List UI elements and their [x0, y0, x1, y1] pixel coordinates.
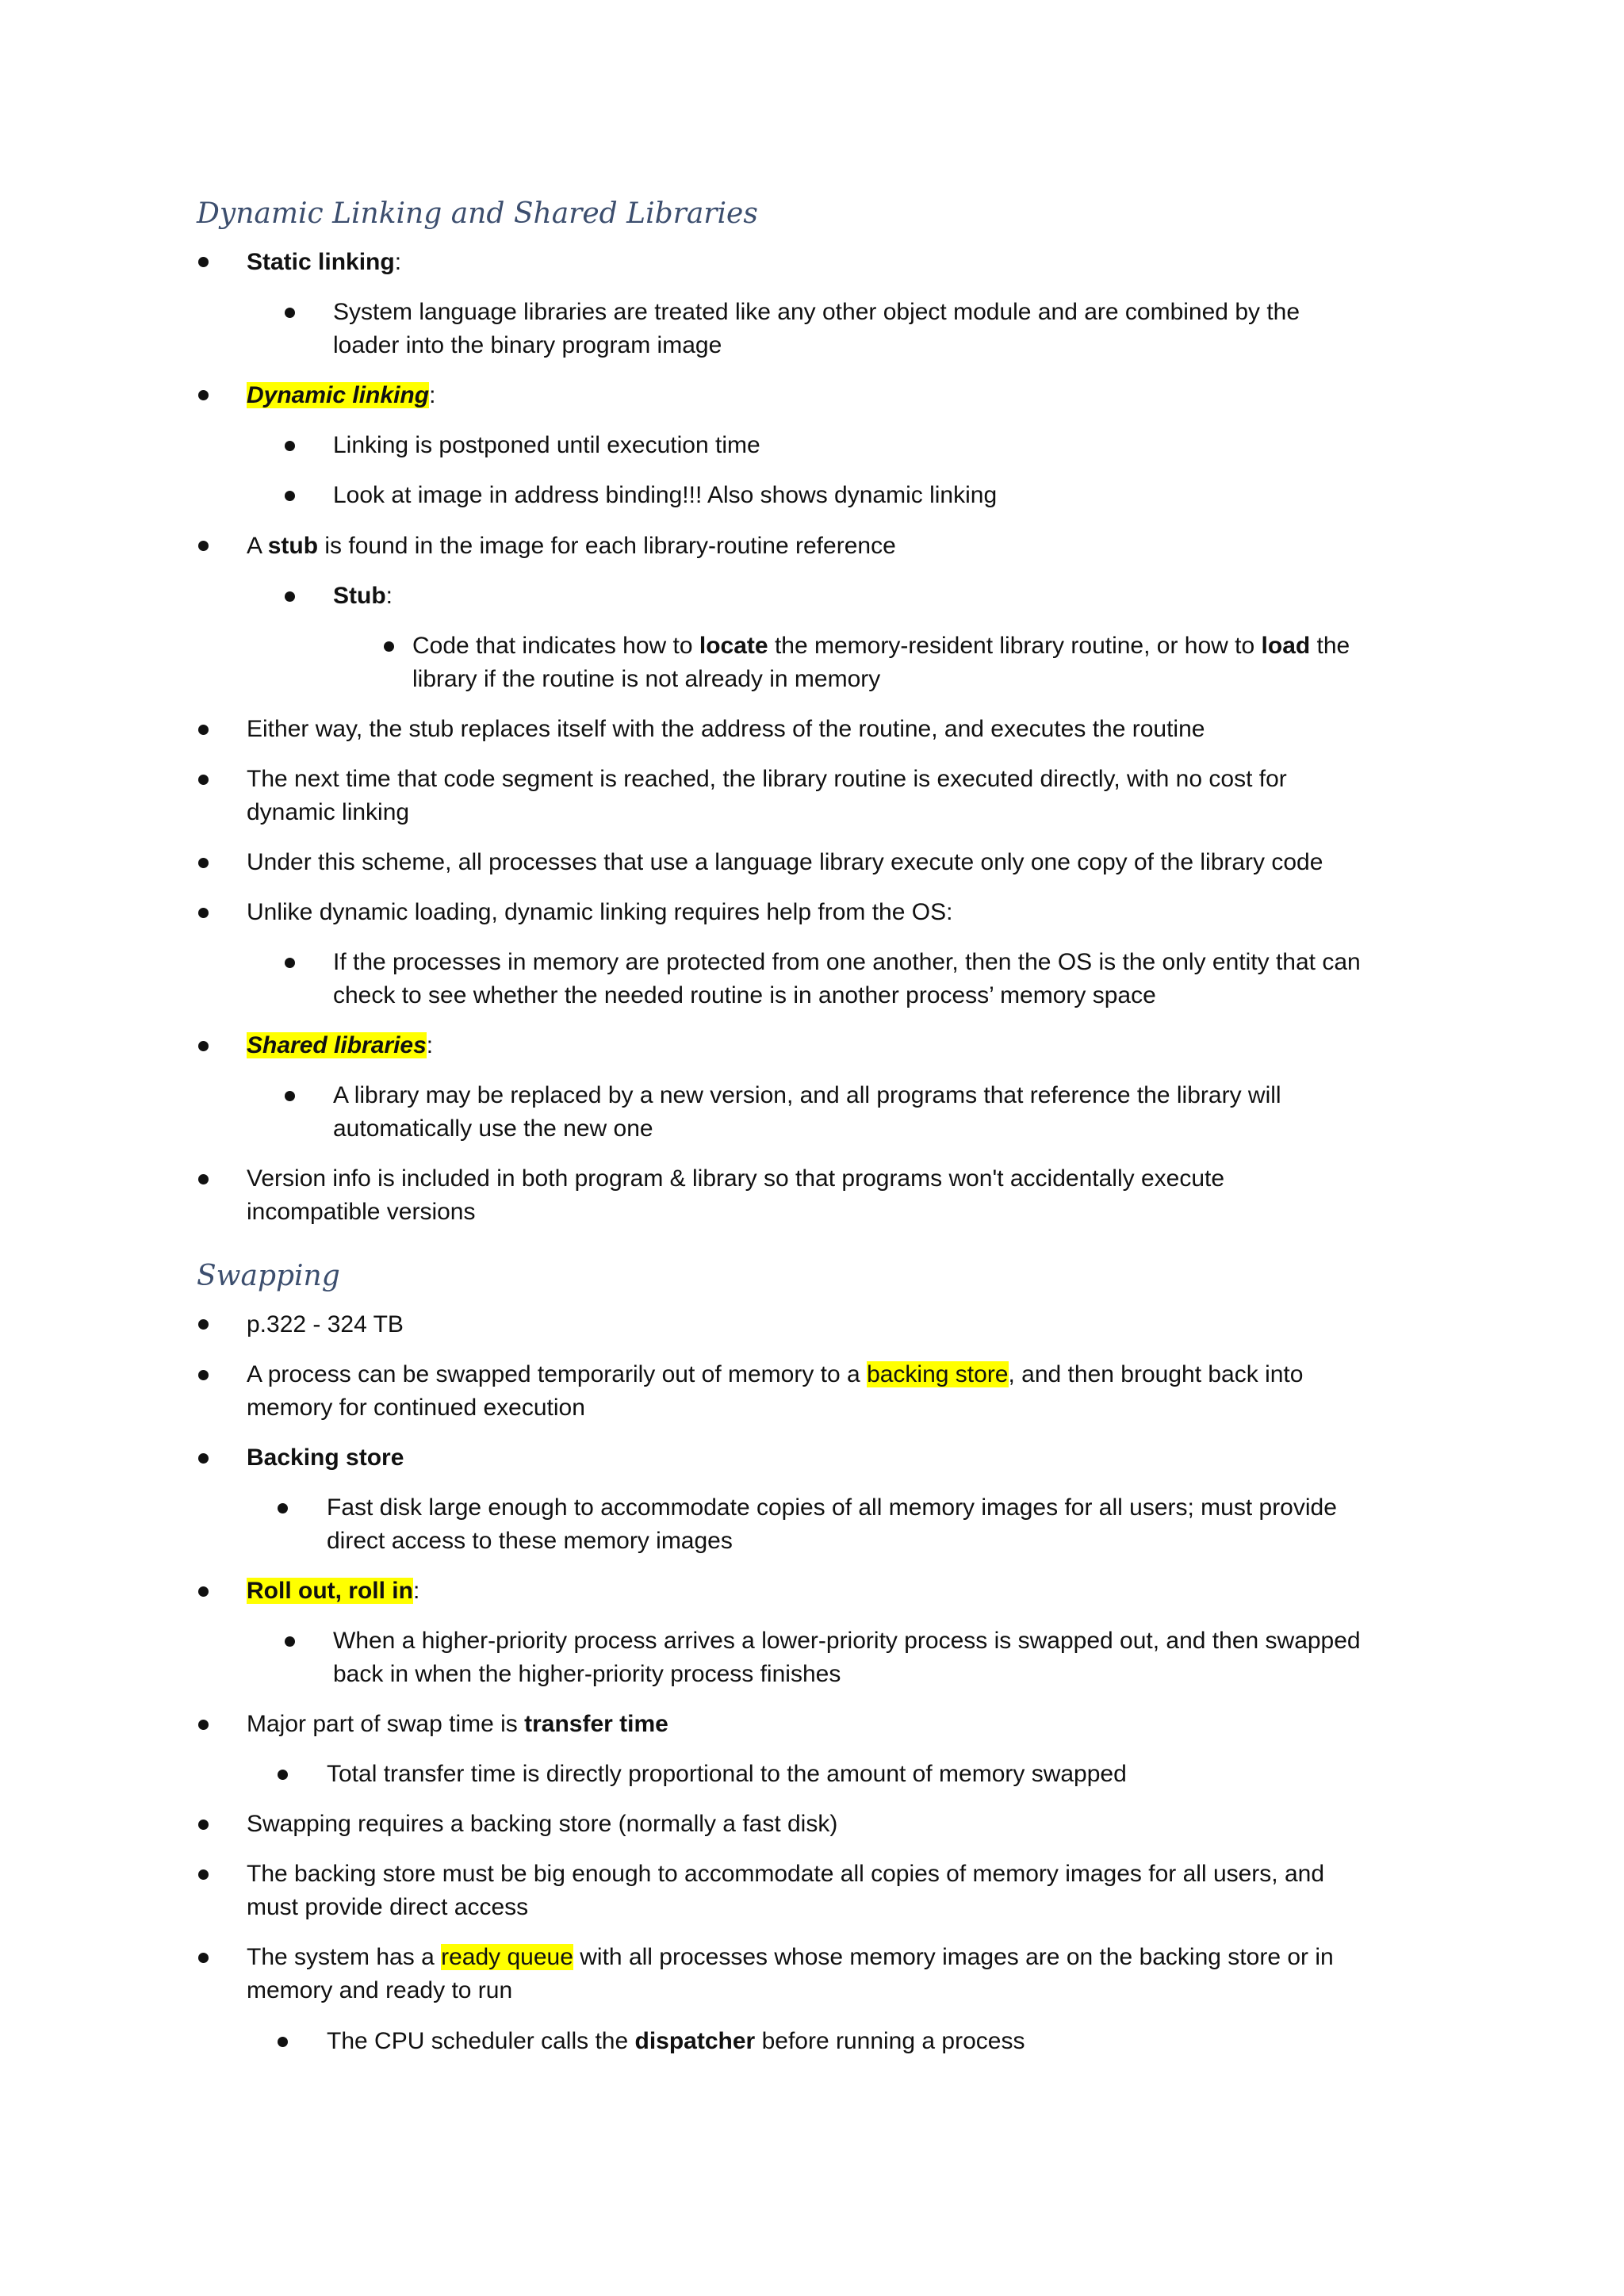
heading-swapping: Swapping	[197, 1260, 340, 1292]
bullet-icon	[285, 1091, 295, 1101]
list-item-version-info: Version info is included in both program & library so that programs won't accidentally execute incompatible versions	[247, 1165, 1225, 1225]
list-item-stub-label: Stub:	[333, 583, 393, 609]
bullet-icon	[198, 1720, 209, 1730]
list-item-backing-store: Backing store	[247, 1445, 404, 1471]
list-item-swapped: A process can be swapped temporarily out of memory to a backing store, and then brought back into memory for continued execution	[247, 1361, 1304, 1421]
list-item-dynamic-linking: Dynamic linking:	[247, 382, 436, 408]
list-item-major-part: Major part of swap time is transfer time	[247, 1711, 668, 1737]
bullet-icon	[198, 390, 209, 400]
bullet-icon	[198, 1319, 209, 1330]
bullet-icon	[285, 1636, 295, 1647]
list-item-backing-desc: Fast disk large enough to accommodate copies of all memory images for all users; must provide direct access to these memory images	[327, 1494, 1337, 1554]
bullet-icon	[198, 1820, 209, 1830]
bullet-icon	[198, 725, 209, 735]
list-item-roll-out: Roll out, roll in:	[247, 1578, 420, 1604]
bullet-icon	[198, 775, 209, 785]
bullet-icon	[285, 591, 295, 602]
list-item-shared-libraries: Shared libraries:	[247, 1032, 434, 1058]
bullet-icon	[198, 1453, 209, 1464]
list-item-stub-desc: Code that indicates how to locate the memory-resident library routine, or how to load the library if the routine is not already in memory	[412, 633, 1350, 692]
list-item-address-binding: Look at image in address binding!!! Also shows dynamic linking	[333, 482, 998, 508]
list-item-unlike: Unlike dynamic loading, dynamic linking requires help from the OS:	[247, 899, 953, 925]
list-item-total-transfer: Total transfer time is directly proportional to the amount of memory swapped	[327, 1761, 1127, 1787]
bullet-icon	[198, 1174, 209, 1184]
bullet-icon	[198, 908, 209, 918]
bullet-icon	[285, 958, 295, 968]
bullet-icon	[384, 641, 394, 652]
list-item-next-time: The next time that code segment is reached, the library routine is executed directly, with no cost for dynamic linking	[247, 766, 1287, 825]
list-item-pages: p.322 - 324 TB	[247, 1311, 404, 1337]
list-item-shared-desc: A library may be replaced by a new version, and all programs that reference the library will automatically use the new one	[333, 1082, 1281, 1142]
list-item-static-linking: Static linking:	[247, 249, 402, 275]
bullet-icon	[278, 1503, 288, 1513]
bullet-icon	[285, 308, 295, 318]
bullet-icon	[198, 858, 209, 868]
list-item-roll-desc: When a higher-priority process arrives a lower-priority process is swapped out, and then swapped back in when the higher-priority process finishes	[333, 1628, 1361, 1687]
list-item-static-linking-desc: System language libraries are treated like any other object module and are combined by the loader into the binary program image	[333, 299, 1300, 358]
list-item-protected: If the processes in memory are protected from one another, then the OS is the only entity that can check to see whether the needed routine is in another process’ memory space	[333, 949, 1361, 1008]
bullet-icon	[198, 1041, 209, 1051]
list-item-ready-queue: The system has a ready queue with all processes whose memory images are on the backing store or in memory and ready to run	[247, 1944, 1334, 2003]
list-item-requires: Swapping requires a backing store (normally a fast disk)	[247, 1811, 838, 1837]
list-item-big-enough: The backing store must be big enough to accommodate all copies of memory images for all users, and must provide direct access	[247, 1861, 1325, 1920]
list-item-either-way: Either way, the stub replaces itself with the address of the routine, and executes the routine	[247, 716, 1205, 742]
bullet-icon	[198, 1370, 209, 1380]
bullet-icon	[278, 2037, 288, 2047]
bullet-icon	[198, 1586, 209, 1597]
bullet-icon	[278, 1770, 288, 1780]
bullet-icon	[198, 1953, 209, 1963]
list-item-scheme: Under this scheme, all processes that use a language library execute only one copy of the library code	[247, 849, 1323, 875]
list-item-stub: A stub is found in the image for each library-routine reference	[247, 533, 896, 559]
list-item-dispatcher: The CPU scheduler calls the dispatcher before running a process	[327, 2028, 1025, 2054]
bullet-icon	[285, 491, 295, 501]
bullet-icon	[198, 1869, 209, 1880]
heading-dynamic-linking: Dynamic Linking and Shared Libraries	[197, 197, 758, 230]
bullet-icon	[285, 441, 295, 451]
bullet-icon	[198, 257, 209, 267]
bullet-icon	[198, 541, 209, 551]
list-item-linking-postponed: Linking is postponed until execution time	[333, 432, 760, 458]
